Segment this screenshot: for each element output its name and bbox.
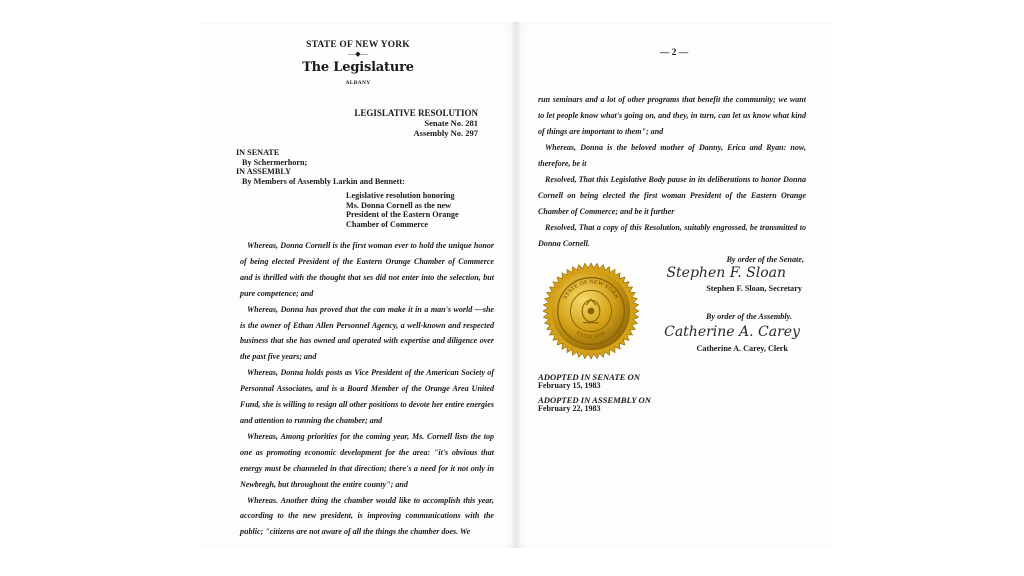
senate-number: Senate No. 281 [424,118,478,128]
senate-sponsor: By Schermerhorn; [242,157,308,167]
assembly-signature: Catherine A. Carey [664,324,800,340]
resolution-title: LEGISLATIVE RESOLUTION [354,108,478,118]
honor-line-1: Legislative resolution honoring [346,191,455,200]
assembly-adopted-date: February 22, 1983 [538,403,601,413]
whereas-paragraph: Whereas, Donna has proved that the can make it in a man's world —she is the owner of Ethan Allen Personnel Agency, a well-known and respected business that she has owned and operated with expertise and diligence over the past five years; and [240,304,494,362]
senate-adopted-date: February 15, 1983 [538,380,601,390]
assembly-adopted-label: ADOPTED IN ASSEMBLY ON [538,395,651,405]
gold-seal-icon [542,262,640,360]
whereas-paragraph: Whereas, Among priorities for the coming year, Ms. Cornell lists the top one as promoting economic development for the area: "it's obvious that energy must be channeled in that direction; there's a need for it not only in Newbregh, but throughout the entire county"; and [240,431,494,489]
whereas-paragraph: Whereas, Donna is the beloved mother of Danny, Erica and Ryan: now, therefore, be it [538,143,806,168]
senate-adopted-label: ADOPTED IN SENATE ON [538,372,640,382]
resolution-block [354,108,478,138]
whereas-paragraph: Whereas, Donna Cornell is the first woman ever to hold the unique honor of being elected President of the Eastern Orange Chamber of Commerce and is thrilled with the thought that ses did not enter into the selection, but pure competence; and [240,241,494,298]
legislature-heading: The Legislature [302,60,414,75]
assembly-number: Assembly No. 297 [413,128,478,138]
whereas-paragraph: Whereas, Donna holds posts as Vice President of the American Society of Personnal Associates, and is a Board Member of the Orange Area United Fund, she is willing to resign all other positions to devote her entire energies and attention to running the chamber; and [240,368,494,425]
seal-text-bottom: EXCELSIOR [575,330,607,341]
resolved-paragraph: Resolved, That this Legislative Body pause in its deliberations to honor Donna Cornell on being elected the first woman President of the Eastern Orange Chamber of Commerce; and be it further [538,175,806,216]
honor-summary [346,191,496,229]
right-body [538,92,806,252]
heading-ornament: —◆— [348,50,368,58]
honor-line-4: Chamber of Commerce [346,219,429,229]
assembly-clerk-name: Catherine A. Carey, Clerk [696,344,788,353]
assembly-order-label: By order of the Assembly. [705,312,792,321]
senate-secretary-name: Stephen F. Sloan, Secretary [706,284,802,293]
whereas-paragraph: Whereas. Another thing the chamber would like to accomplish this year, according to the new president, is improving communications with the public; "citizens are not aware of all the things the chamber does. We [240,495,494,537]
city-heading: ALBANY [345,80,371,86]
senate-order-label: By order of the Senate, [726,255,804,264]
seal-text-top: STATE OF NEW YORK [562,279,620,301]
honor-line-3: President of the Eastern Orange [346,210,459,219]
senate-signature: Stephen F. Sloan [666,265,786,281]
assembly-sponsors: By Members of Assembly Larkin and Bennett: [242,176,405,186]
in-senate-label: IN SENATE [236,148,280,157]
state-heading: STATE OF NEW YORK [306,40,410,50]
page-number: — 2 — [659,48,689,58]
continued-paragraph: run seminars and a lot of other programs that benefit the community; we want to let people know what's going on, and they, in turn, can let us know what kind of things are important to them"; and [538,95,806,136]
right-page [516,22,832,548]
adoption-block [538,373,651,413]
resolved-paragraph: Resolved, That a copy of this Resolution, suitably engrossed, be transmitted to Donna Cornell. [538,223,806,248]
left-page [200,22,516,548]
honor-line-2: Ms. Donna Cornell as the new [346,200,452,210]
left-body [240,238,494,540]
in-assembly-label: IN ASSEMBLY [236,167,291,176]
sponsor-block [236,148,405,186]
